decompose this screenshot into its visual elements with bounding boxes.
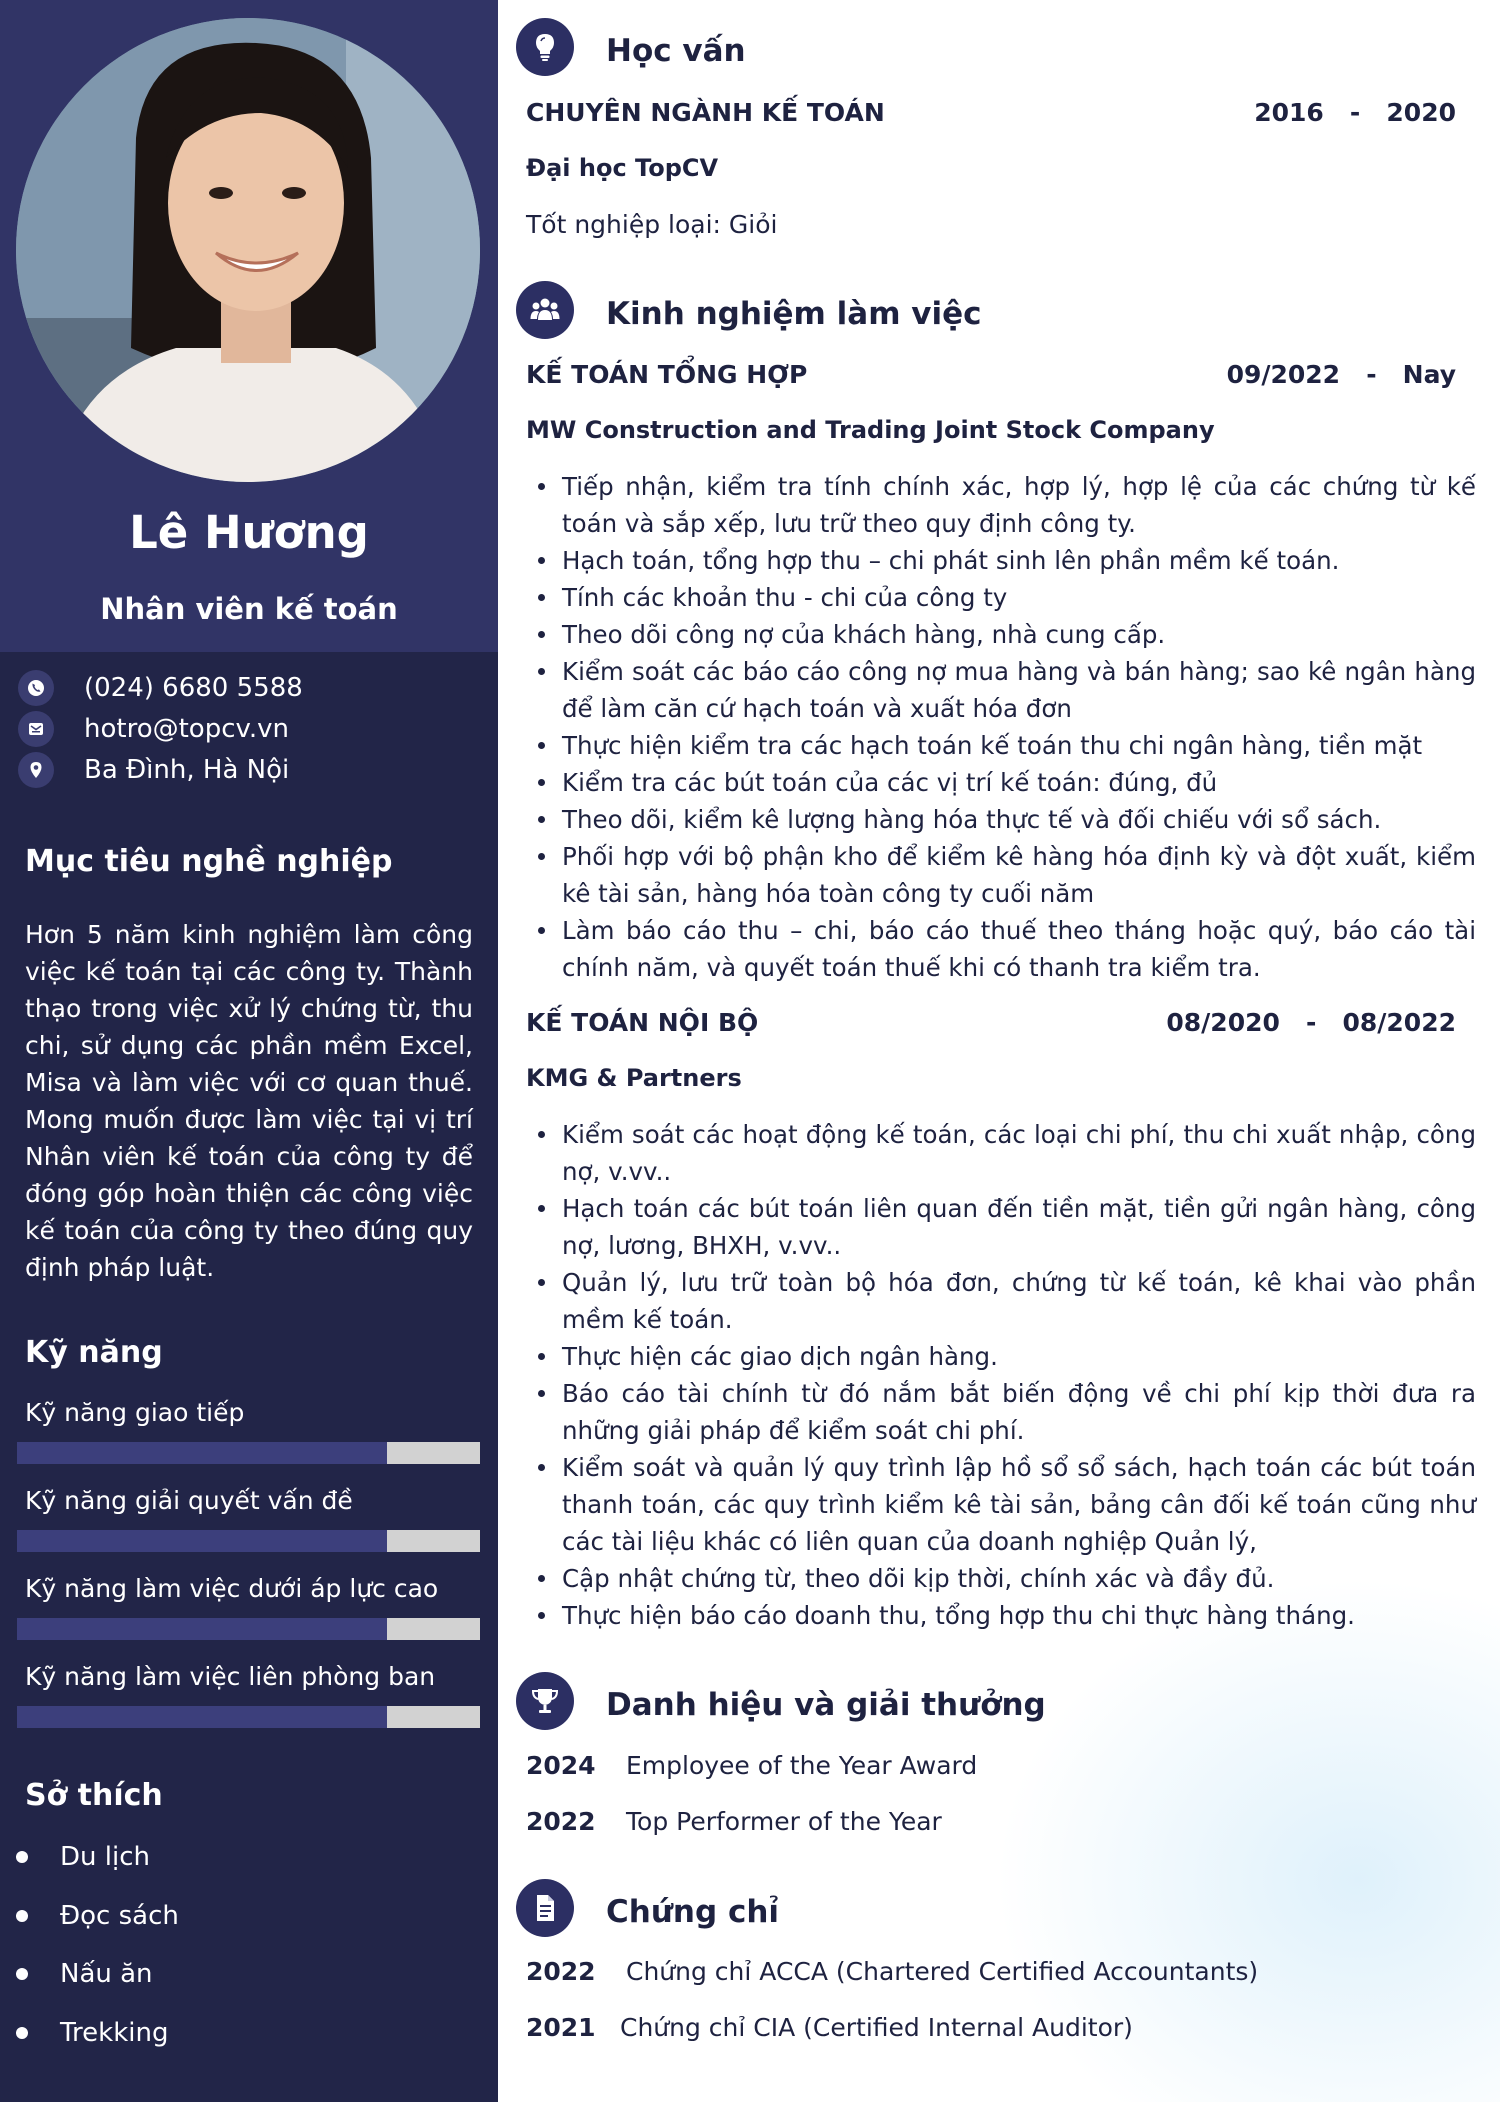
- job-duties-list: [526, 468, 1476, 986]
- contact-email: [18, 711, 289, 747]
- hobby-text: Đọc sách: [60, 1901, 179, 1931]
- job-title: KẾ TOÁN TỔNG HỢP: [526, 360, 808, 389]
- objective-heading: Mục tiêu nghề nghiệp: [25, 844, 393, 879]
- list-item: Thực hiện các giao dịch ngân hàng.: [526, 1338, 1476, 1375]
- education-major: CHUYÊN NGÀNH KẾ TOÁN: [526, 98, 885, 127]
- award-name: Top Performer of the Year: [626, 1807, 942, 1836]
- list-item: Thực hiện báo cáo doanh thu, tổng hợp thu chi thực hàng tháng.: [526, 1597, 1476, 1634]
- list-item: Thực hiện kiểm tra các hạch toán kế toán thu chi ngân hàng, tiền mặt: [526, 727, 1476, 764]
- list-item: Kiểm soát và quản lý quy trình lập hồ sổ sổ sách, hạch toán các bút toán thanh toán, các quy trình kiểm kê tài sản, bảng cân đối kế toán cũng như các tài liệu khác có liên quan của doanh nghiệp Quản lý,: [526, 1449, 1476, 1560]
- skill-label: Kỹ năng giải quyết vấn đề: [25, 1486, 353, 1515]
- skill-bar-fill: [17, 1618, 387, 1640]
- list-item: Theo dõi, kiểm kê lượng hàng hóa thực tế và đối chiếu với sổ sách.: [526, 801, 1476, 838]
- hobby-text: Trekking: [60, 2018, 169, 2048]
- list-item: Báo cáo tài chính từ đó nắm bắt biến động về chi phí kịp thời đưa ra những giải pháp để kiểm soát chi phí.: [526, 1375, 1476, 1449]
- profile-photo: [16, 18, 480, 482]
- contact-address: [18, 752, 289, 788]
- sidebar: [0, 0, 498, 2102]
- location-pin-icon: [18, 752, 54, 788]
- list-item: Quản lý, lưu trữ toàn bộ hóa đơn, chứng từ kế toán, kê khai vào phần mềm kế toán.: [526, 1264, 1476, 1338]
- certificate-year: 2022: [526, 1957, 596, 1986]
- education-dates: 2016 - 2020: [1254, 98, 1456, 127]
- hobby-text: Du lịch: [60, 1842, 150, 1872]
- list-item: Kiểm tra các bút toán của các vị trí kế toán: đúng, đủ: [526, 764, 1476, 801]
- list-item: Phối hợp với bộ phận kho để kiểm kê hàng hóa định kỳ và đột xuất, kiểm kê tài sản, hàng hóa toàn công ty cuối năm: [526, 838, 1476, 912]
- list-item: Tiếp nhận, kiểm tra tính chính xác, hợp lý, hợp lệ của các chứng từ kế toán và sắp xếp, lưu trữ theo quy định công ty.: [526, 468, 1476, 542]
- awards-heading: Danh hiệu và giải thưởng: [606, 1687, 1046, 1723]
- experience-heading: Kinh nghiệm làm việc: [606, 296, 982, 332]
- job-dates: 09/2022 - Nay: [1226, 360, 1456, 389]
- job-title: KẾ TOÁN NỘI BỘ: [526, 1008, 759, 1037]
- list-item: Kiểm soát các báo cáo công nợ mua hàng và bán hàng; sao kê ngân hàng để làm căn cứ hạch toán và xuất hóa đơn: [526, 653, 1476, 727]
- main-content: [498, 0, 1500, 2102]
- hobby-item: [16, 1899, 179, 1933]
- list-item: Hạch toán, tổng hợp thu – chi phát sinh lên phần mềm kế toán.: [526, 542, 1476, 579]
- award-item: [526, 1751, 977, 1780]
- trophy-icon: [516, 1672, 574, 1730]
- mail-icon: [18, 711, 54, 747]
- certificate-name: Chứng chỉ ACCA (Chartered Certified Accountants): [626, 1957, 1259, 1986]
- skill-bar-fill: [17, 1706, 387, 1728]
- bullet-dot: [16, 1851, 28, 1863]
- skill-bar: [17, 1618, 480, 1640]
- hobby-text: Nấu ăn: [60, 1959, 153, 1989]
- education-note: Tốt nghiệp loại: Giỏi: [526, 210, 778, 239]
- hobby-item: [16, 2016, 169, 2050]
- lightbulb-icon: [516, 18, 574, 76]
- job-dates: 08/2020 - 08/2022: [1166, 1008, 1456, 1037]
- skill-bar-fill: [17, 1530, 387, 1552]
- contact-phone: [18, 670, 303, 706]
- skill-bar-fill: [17, 1442, 387, 1464]
- certificate-name: Chứng chỉ CIA (Certified Internal Auditor): [620, 2013, 1133, 2042]
- list-item: Hạch toán các bút toán liên quan đến tiền mặt, tiền gửi ngân hàng, công nợ, lương, BHXH, v.vv..: [526, 1190, 1476, 1264]
- candidate-name: Lê Hương: [129, 506, 369, 559]
- job-company: MW Construction and Trading Joint Stock Company: [526, 416, 1215, 444]
- education-heading: Học vấn: [606, 33, 746, 69]
- job-company: KMG & Partners: [526, 1064, 742, 1092]
- team-icon: [516, 281, 574, 339]
- certificate-item: [526, 1957, 1258, 1986]
- job-duties-list: [526, 1116, 1476, 1634]
- list-item: Tính các khoản thu - chi của công ty: [526, 579, 1476, 616]
- list-item: Theo dõi công nợ của khách hàng, nhà cung cấp.: [526, 616, 1476, 653]
- hobby-item: [16, 1957, 153, 1991]
- skill-label: Kỹ năng làm việc dưới áp lực cao: [25, 1574, 439, 1603]
- award-year: 2022: [526, 1807, 596, 1836]
- profile-header: [0, 0, 498, 652]
- address-text: Ba Đình, Hà Nội: [84, 755, 290, 785]
- skills-heading: Kỹ năng: [25, 1335, 163, 1370]
- award-year: 2024: [526, 1751, 596, 1780]
- bullet-dot: [16, 1910, 28, 1922]
- skill-bar: [17, 1530, 480, 1552]
- objective-text: Hơn 5 năm kinh nghiệm làm công việc kế toán tại các công ty. Thành thạo trong việc xử lý chứng từ, thu chi, sử dụng các phần mềm Excel, Misa và làm việc với cơ quan thuế. Mong muốn được làm việc tại vị trí Nhân viên kế toán của công ty để đóng góp hoàn thiện các công việc kế toán của công ty theo đúng quy định pháp luật.: [25, 920, 473, 1282]
- skill-label: Kỹ năng giao tiếp: [25, 1398, 245, 1427]
- bullet-dot: [16, 2027, 28, 2039]
- candidate-role: Nhân viên kế toán: [100, 592, 398, 626]
- certificate-item: [526, 2013, 1133, 2042]
- bullet-dot: [16, 1968, 28, 1980]
- phone-text: (024) 6680 5588: [84, 673, 303, 703]
- award-item: [526, 1807, 942, 1836]
- document-icon: [516, 1879, 574, 1937]
- list-item: Kiểm soát các hoạt động kế toán, các loại chi phí, thu chi xuất nhập, công nợ, v.vv..: [526, 1116, 1476, 1190]
- skill-bar: [17, 1442, 480, 1464]
- phone-icon: [18, 670, 54, 706]
- education-school: Đại học TopCV: [526, 154, 719, 182]
- email-text: hotro@topcv.vn: [84, 714, 290, 744]
- skill-label: Kỹ năng làm việc liên phòng ban: [25, 1662, 436, 1691]
- certificates-heading: Chứng chỉ: [606, 1894, 780, 1930]
- hobby-item: [16, 1840, 150, 1874]
- list-item: Cập nhật chứng từ, theo dõi kịp thời, chính xác và đầy đủ.: [526, 1560, 1476, 1597]
- list-item: Làm báo cáo thu – chi, báo cáo thuế theo tháng hoặc quý, báo cáo tài chính năm, và quyết toán thuế khi có thanh tra kiểm tra.: [526, 912, 1476, 986]
- skill-bar: [17, 1706, 480, 1728]
- certificate-year: 2021: [526, 2013, 596, 2042]
- hobbies-heading: Sở thích: [25, 1778, 163, 1813]
- award-name: Employee of the Year Award: [626, 1751, 978, 1780]
